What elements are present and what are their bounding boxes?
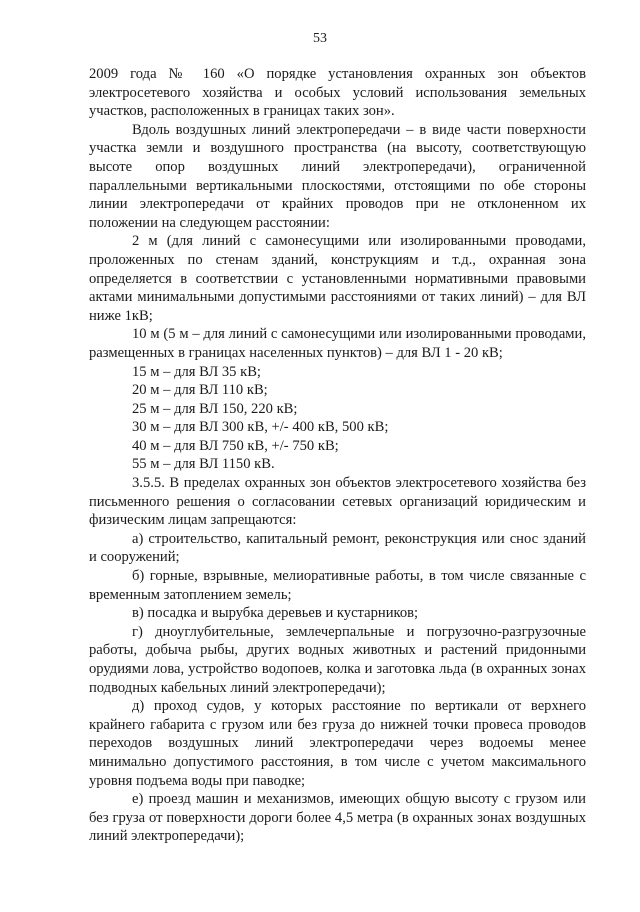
distance-item-25m: 25 м – для ВЛ 150, 220 кВ; — [132, 400, 298, 417]
paragraph-section-3-5-5: 3.5.5. В пределах охранных зон объектов электросетевого хозяйства без письменного решения о согласовании сетевых организаций юридическим и физическим лицам запрещаются: — [89, 475, 586, 529]
paragraph-decree-reference: 2009 года № 160 «О порядке установления охранных зон объектов электросетевого хозяйства и особых условий использования земельных участков, расположенных в границах таких зон». — [89, 66, 586, 120]
paragraph-distance-10m: 10 м (5 м – для линий с самонесущими или изолированными проводами, размещенных в границах населенных пунктов) – для ВЛ 1 - 20 кВ; — [89, 326, 586, 361]
prohibited-item-v: в) посадка и вырубка деревьев и кустарников; — [132, 605, 419, 622]
prohibited-item-d: д) проход судов, у которых расстояние по вертикали от верхнего крайнего габарита с грузом или без груза до нижней точки провеса проводов переходов воздушных линий электропередачи через водоемы менее минимально допустимого расстояния, в том числе с учетом максимального уровня подъема воды при паводке; — [89, 698, 586, 789]
page-number: 53 — [313, 31, 327, 46]
prohibited-item-e: е) проезд машин и механизмов, имеющих общую высоту с грузом или без груза от поверхности дороги более 4,5 метра (в охранных зонах воздушных линий электропередачи); — [89, 791, 586, 845]
paragraph-distance-2m: 2 м (для линий с самонесущими или изолированными проводами, проложенных по стенам зданий, конструкциям и т.д., охранная зона определяется в соответствии с установленными нормативными правовыми актами минимальными допустимыми расстояниями от таких линий) – для ВЛ ниже 1кВ; — [89, 233, 586, 324]
distance-item-55m: 55 м – для ВЛ 1150 кВ. — [132, 456, 275, 473]
prohibited-item-g: г) дноуглубительные, землечерпальные и погрузочно-разгрузочные работы, добыча рыбы, других водных животных и растений придонными орудиями лова, устройство водопоев, колка и заготовка льда (в охранных зонах подводных кабельных линий электропередачи); — [89, 623, 586, 696]
distance-item-30m: 30 м – для ВЛ 300 кВ, +/- 400 кВ, 500 кВ; — [132, 419, 389, 436]
document-body — [89, 65, 586, 846]
paragraph-overhead-lines-zone: Вдоль воздушных линий электропередачи – в виде части поверхности участка земли и воздушного пространства (на высоту, соответствующую высоте опор воздушных линий электропередачи), ограниченной параллельными вертикальными плоскостями, отстоящими по обе стороны линии электропередачи от крайних проводов при не отклоненном их положении на следующем расстоянии: — [89, 121, 586, 231]
distance-item-15m: 15 м – для ВЛ 35 кВ; — [132, 363, 261, 380]
prohibited-item-b: б) горные, взрывные, мелиоративные работы, в том числе связанные с временным затоплением земель; — [89, 568, 586, 603]
distance-item-40m: 40 м – для ВЛ 750 кВ, +/- 750 кВ; — [132, 437, 339, 454]
distance-item-20m: 20 м – для ВЛ 110 кВ; — [132, 382, 268, 399]
prohibited-item-a: а) строительство, капитальный ремонт, реконструкция или снос зданий и сооружений; — [89, 530, 586, 566]
